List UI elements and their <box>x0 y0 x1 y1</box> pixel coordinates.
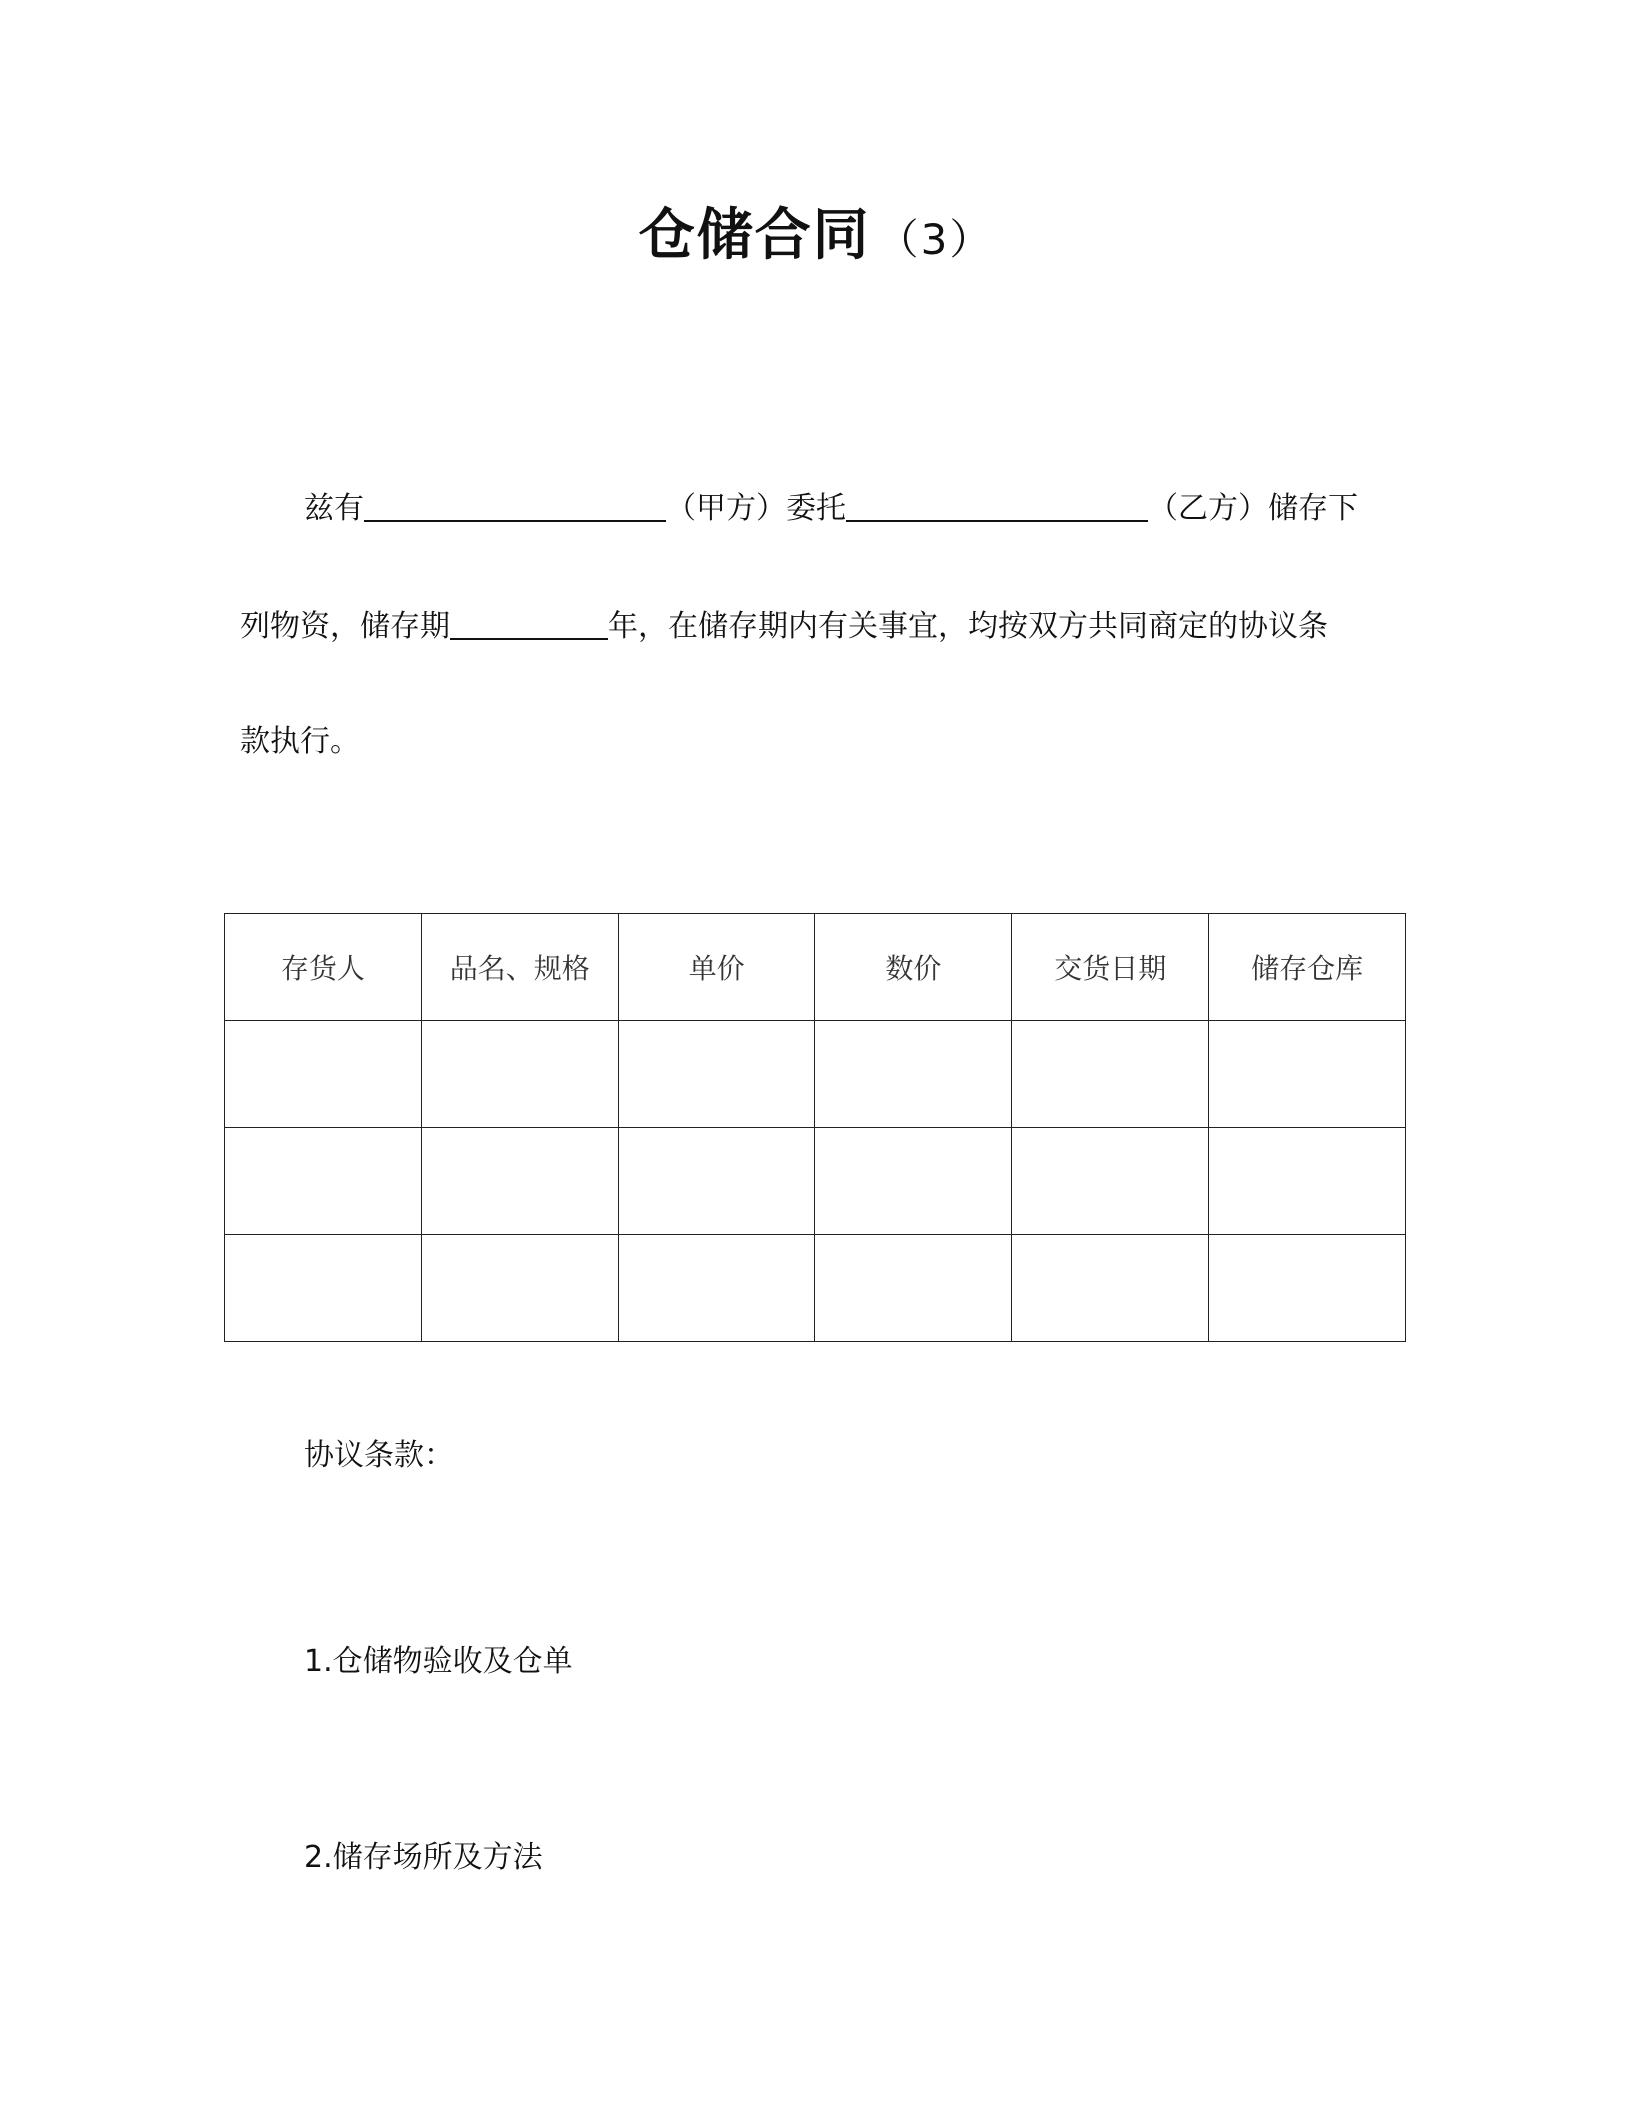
header-unit-price: 单价 <box>618 914 815 1021</box>
header-warehouse: 储存仓库 <box>1209 914 1406 1021</box>
table-cell[interactable] <box>1012 1235 1209 1342</box>
table-row <box>225 1235 1406 1342</box>
table-cell[interactable] <box>815 1128 1012 1235</box>
header-depositor: 存货人 <box>225 914 422 1021</box>
intro-text-2b: 年，在储存期内有关事宜，均按双方共同商定的协议条 <box>608 609 1328 644</box>
clause-item-1: 1.仓储物验收及仓单 <box>304 1644 573 1679</box>
header-quantity-price: 数价 <box>815 914 1012 1021</box>
table-cell[interactable] <box>1012 1021 1209 1128</box>
table-cell[interactable] <box>225 1235 422 1342</box>
table-cell[interactable] <box>1209 1235 1406 1342</box>
header-delivery-date: 交货日期 <box>1012 914 1209 1021</box>
table-cell[interactable] <box>225 1021 422 1128</box>
table-cell[interactable] <box>1012 1128 1209 1235</box>
goods-table <box>224 913 1406 1342</box>
table-cell[interactable] <box>815 1235 1012 1342</box>
table-cell[interactable] <box>618 1235 815 1342</box>
table-cell[interactable] <box>618 1128 815 1235</box>
intro-text-3: 款执行。 <box>240 724 360 759</box>
clauses-heading: 协议条款： <box>304 1438 454 1473</box>
table-cell[interactable] <box>815 1021 1012 1128</box>
intro-text-2a: 列物资，储存期 <box>240 609 450 644</box>
intro-line-1 <box>304 486 1358 531</box>
intro-text-1a: 兹有 <box>304 491 364 526</box>
table-header-row <box>225 914 1406 1021</box>
table-cell[interactable] <box>421 1128 618 1235</box>
document-title <box>0 196 1632 280</box>
intro-line-2 <box>240 604 1328 649</box>
title-number: （3） <box>876 215 994 264</box>
table-cell[interactable] <box>618 1021 815 1128</box>
intro-line-3 <box>240 720 360 764</box>
table-cell[interactable] <box>225 1128 422 1235</box>
clause-item-2: 2.储存场所及方法 <box>304 1840 543 1875</box>
party-b-blank[interactable] <box>846 486 1148 522</box>
title-text: 仓储合同 <box>638 203 871 268</box>
table-cell[interactable] <box>421 1235 618 1342</box>
header-name-spec: 品名、规格 <box>421 914 618 1021</box>
table-row <box>225 1021 1406 1128</box>
party-a-blank[interactable] <box>364 486 666 522</box>
table-cell[interactable] <box>421 1021 618 1128</box>
table-cell[interactable] <box>1209 1128 1406 1235</box>
intro-text-1c: （乙方）储存下 <box>1148 491 1358 526</box>
table-cell[interactable] <box>1209 1021 1406 1128</box>
intro-text-1b: （甲方）委托 <box>666 491 846 526</box>
table-row <box>225 1128 1406 1235</box>
storage-period-blank[interactable] <box>450 604 608 640</box>
